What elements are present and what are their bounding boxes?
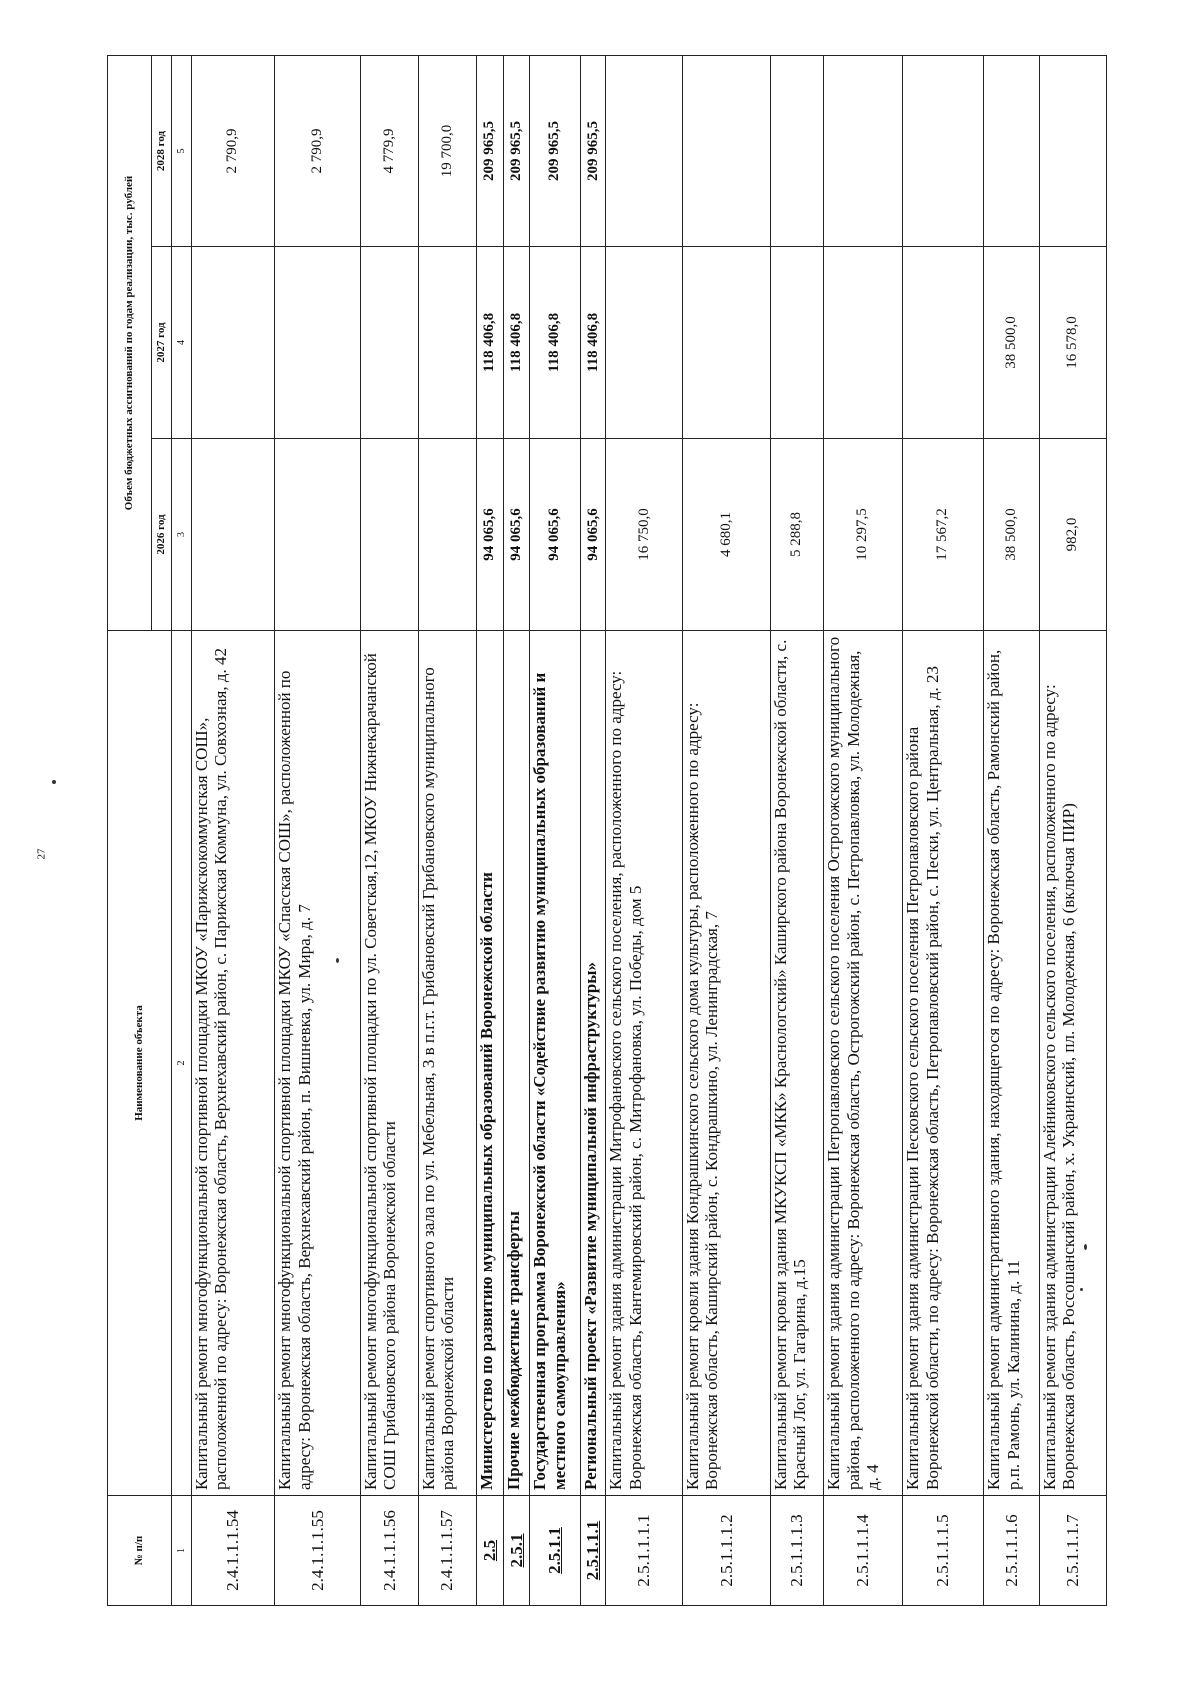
table-row [682, 55, 770, 1605]
row-name: Капитальный ремонт кровли здания Кондрашкинского сельского дома культуры, расположенного по адресу: Воронежская область, Каширский район, с. Кондрашкино, ул. Ленинградская, 7 [682, 631, 770, 1496]
row-name: Капитальный ремонт многофункциональной спортивной площадки МКОУ «Спасская СОШ», расположенной по адресу: Воронежская область, Верхнехавский район, п. Вишневка, ул. Мира, д. 7 [275, 631, 361, 1496]
row-value-2027 [606, 247, 682, 439]
row-value-2028 [682, 55, 770, 246]
table-row [606, 55, 682, 1605]
scan-speck [52, 780, 56, 784]
table-row [191, 55, 274, 1605]
row-value-2028 [1039, 55, 1106, 246]
row-value-2026: 10 297,5 [824, 439, 903, 631]
row-name: Прочие межбюджетные трансферты [504, 631, 529, 1496]
row-value-2026 [418, 439, 476, 631]
row-value-2026: 94 065,6 [580, 439, 605, 631]
column-number: 4 [172, 247, 192, 439]
row-name: Капитальный ремонт здания администрации Песковского сельского поселения Петропавловского района Воронежской области, по адресу: Воронежская область, Петропавловский район, с. Пески, ул. Центральная, д. 23 [902, 631, 983, 1496]
row-name: Капитальный ремонт кровли здания МКУКСП «МКК» Краснологский» Каширского района Воронежской области, с. Красный Лог, ул. Гагарина, д.15 [770, 631, 823, 1496]
row-value-2027: 118 406,8 [529, 247, 580, 439]
row-value-2028 [902, 55, 983, 246]
row-value-2026: 16 750,0 [606, 439, 682, 631]
row-code: 2.5.1.1.1.1 [606, 1496, 682, 1606]
row-value-2026: 17 567,2 [902, 439, 983, 631]
row-code: 2.5.1.1.1.2 [682, 1496, 770, 1606]
row-code: 2.5.1.1.1.6 [984, 1496, 1040, 1606]
row-value-2026: 982,0 [1039, 439, 1106, 631]
row-value-2026: 38 500,0 [984, 439, 1040, 631]
row-value-2026 [275, 439, 361, 631]
row-name: Капитальный ремонт административного здания, находящегося по адресу: Воронежская область, Рамонский район, р.п. Рамонь, ул. Калинина, д. 11 [984, 631, 1040, 1496]
header-num: № п/п [108, 1496, 172, 1606]
row-value-2027 [275, 247, 361, 439]
row-name: Государственная программа Воронежской области «Содействие развитию муниципальных образований и местного самоуправления» [529, 631, 580, 1496]
table-row [476, 55, 504, 1605]
table-row [770, 55, 823, 1605]
row-value-2028: 4 779,9 [360, 55, 418, 246]
row-code: 2.4.1.1.1.57 [418, 1496, 476, 1606]
row-value-2027: 38 500,0 [984, 247, 1040, 439]
row-name: Министерство по развитию муниципальных образований Воронежской области [476, 631, 504, 1496]
row-code: 2.4.1.1.1.55 [275, 1496, 361, 1606]
row-value-2028: 209 965,5 [476, 55, 504, 246]
rotated-table-container [107, 56, 1107, 1606]
row-value-2026 [191, 439, 274, 631]
row-value-2026: 4 680,1 [682, 439, 770, 631]
row-value-2028: 209 965,5 [580, 55, 605, 246]
row-value-2027: 118 406,8 [580, 247, 605, 439]
row-code: 2.4.1.1.1.56 [360, 1496, 418, 1606]
table-row [418, 55, 476, 1605]
row-name: Капитальный ремонт спортивного зала по ул. Мебельная, 3 в п.г.т. Грибановский Грибановского муниципального района Воронежской области [418, 631, 476, 1496]
row-name: Капитальный ремонт многофункциональной спортивной площадки МКОУ «Парижскокоммунская СОШ», расположенной по адресу: Воронежская область, Верхнехавский район, с. Парижская Коммуна, ул. Совхозная, д. 42 [191, 631, 274, 1496]
table-row [902, 55, 983, 1605]
column-number: 3 [172, 439, 192, 631]
row-code: 2.5.1.1.1.5 [902, 1496, 983, 1606]
row-value-2028: 209 965,5 [504, 55, 529, 246]
column-number: 5 [172, 55, 192, 246]
row-value-2027 [824, 247, 903, 439]
table-row [580, 55, 605, 1605]
budget-table [107, 55, 1107, 1606]
row-value-2027: 16 578,0 [1039, 247, 1106, 439]
row-value-2028 [606, 55, 682, 246]
row-code: 2.5.1.1 [529, 1496, 580, 1606]
row-value-2026: 94 065,6 [529, 439, 580, 631]
row-value-2026: 94 065,6 [476, 439, 504, 631]
row-name: Капитальный ремонт здания администрации Алейниковского сельского поселения, расположенного по адресу: Воронежская область, Россошанский район, х. Украинский, пл. Молодежная, 6 (включая ПИР) [1039, 631, 1106, 1496]
row-name: Капитальный ремонт многофункциональной спортивной площадки по ул. Советская,12, МКОУ Нижнекарачанской СОШ Грибановского района Воронежской области [360, 631, 418, 1496]
row-code: 2.5.1.1.1 [580, 1496, 605, 1606]
column-number: 2 [172, 631, 192, 1496]
row-code: 2.4.1.1.1.54 [191, 1496, 274, 1606]
row-value-2027 [682, 247, 770, 439]
table-row [824, 55, 903, 1605]
row-value-2028 [984, 55, 1040, 246]
row-value-2026: 5 288,8 [770, 439, 823, 631]
table-row [504, 55, 529, 1605]
table-row [1039, 55, 1106, 1605]
row-name: Региональный проект «Развитие муниципальной инфраструктуры» [580, 631, 605, 1496]
row-value-2027 [902, 247, 983, 439]
header-2028: 2028 год [152, 55, 172, 246]
row-code: 2.5.1.1.1.7 [1039, 1496, 1106, 1606]
column-number: 1 [172, 1496, 192, 1606]
row-value-2027 [191, 247, 274, 439]
column-number-row [172, 55, 192, 1605]
row-code: 2.5.1 [504, 1496, 529, 1606]
header-name: Наименование объекта [108, 631, 172, 1496]
header-2027: 2027 год [152, 247, 172, 439]
row-value-2028: 19 700,0 [418, 55, 476, 246]
row-value-2027: 118 406,8 [504, 247, 529, 439]
row-value-2028 [824, 55, 903, 246]
row-value-2027 [770, 247, 823, 439]
header-2026: 2026 год [152, 439, 172, 631]
row-value-2028: 2 790,9 [191, 55, 274, 246]
row-name: Капитальный ремонт здания администрации Митрофановского сельского поселения, расположенного по адресу: Воронежская область, Кантемировский район, с. Митрофановка, ул. Победы, дом 5 [606, 631, 682, 1496]
row-name: Капитальный ремонт здания администрации Петропавловского сельского поселения Острогожского муниципального района, расположенного по адресу: Воронежская область, Острогожский район, с. Петропавловка, ул. Молодежная, д. 4 [824, 631, 903, 1496]
row-value-2027 [418, 247, 476, 439]
row-code: 2.5 [476, 1496, 504, 1606]
row-value-2026: 94 065,6 [504, 439, 529, 631]
header-budget: Объем бюджетных ассигнований по годам реализации, тыс. рублей [108, 55, 152, 630]
row-value-2028: 2 790,9 [275, 55, 361, 246]
row-value-2026 [360, 439, 418, 631]
page-number: 27 [35, 848, 48, 860]
table-row [984, 55, 1040, 1605]
table-row [529, 55, 580, 1605]
row-value-2027: 118 406,8 [476, 247, 504, 439]
row-code: 2.5.1.1.1.4 [824, 1496, 903, 1606]
row-code: 2.5.1.1.1.3 [770, 1496, 823, 1606]
table-row [275, 55, 361, 1605]
table-row [360, 55, 418, 1605]
row-value-2028: 209 965,5 [529, 55, 580, 246]
row-value-2027 [360, 247, 418, 439]
row-value-2028 [770, 55, 823, 246]
